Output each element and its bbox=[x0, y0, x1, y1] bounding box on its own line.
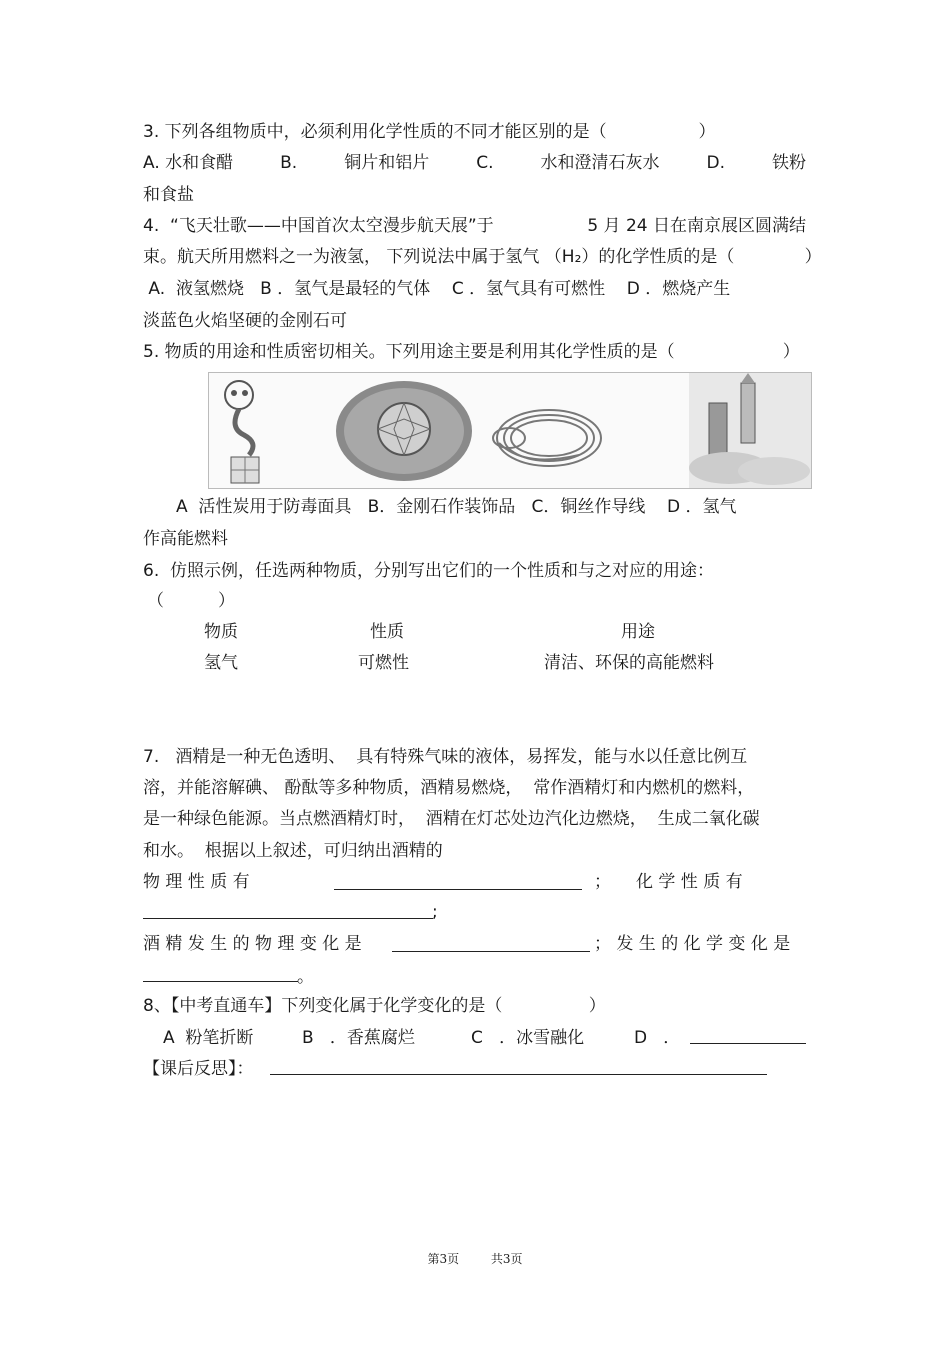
q8-option-b: B ．香蕉腐烂 bbox=[302, 1028, 415, 1048]
q7-chemical-property-blank[interactable] bbox=[143, 900, 433, 925]
q5-image-strip bbox=[208, 372, 812, 489]
q3-option-a: A. 水和食醋 bbox=[143, 153, 234, 173]
q3-option-b: 铜片和铝片 bbox=[344, 153, 430, 173]
q6-paren: （ ） bbox=[147, 591, 236, 611]
q6-header-substance: 物质 bbox=[204, 622, 238, 642]
q3-option-b-letter: B. bbox=[280, 153, 298, 173]
q6-example-property: 可燃性 bbox=[358, 653, 409, 673]
q7-line1: 7. 酒精是一种无色透明、 具有特殊气味的液体，易挥发，能与水以任意比例互 bbox=[143, 747, 748, 767]
q8-stem: 8、【中考直通车】下列变化属于化学变化的是（ ） bbox=[143, 996, 606, 1016]
q3-options bbox=[143, 152, 806, 174]
q3-option-c: 水和澄清石灰水 bbox=[540, 153, 660, 173]
page-number: 第3页 bbox=[427, 1252, 460, 1266]
q7-line3: 是一种绿色能源。当点燃酒精灯时， 酒精在灯芯处边汽化边燃烧， 生成二氧化碳 bbox=[143, 809, 760, 829]
page-total: 共3页 bbox=[490, 1252, 523, 1266]
q7-chemical-change-label: ； 发 生 的 化 学 变 化 是 bbox=[594, 934, 791, 954]
gas-mask-image bbox=[225, 381, 259, 483]
q6-example-use: 清洁、环保的高能燃料 bbox=[544, 653, 714, 673]
copper-wire-image bbox=[493, 410, 601, 466]
q7-semicolon: ； bbox=[594, 872, 611, 892]
q5-illustrations bbox=[209, 373, 811, 488]
rocket-launch-image bbox=[689, 373, 811, 488]
q4-line1-a: 4. “飞天壮歌——中国首次太空漫步航天展”于 bbox=[143, 216, 494, 236]
q4-line1 bbox=[143, 215, 806, 237]
q6-header-property: 性质 bbox=[370, 622, 404, 642]
q5-stem: 5. 物质的用途和性质密切相关。下列用途主要是利用其化学性质的是（ ） bbox=[143, 342, 800, 362]
q7-line4: 和水。 根据以上叙述，可归纳出酒精的 bbox=[143, 841, 443, 861]
q4-line4: 淡蓝色火焰坚硬的金刚石可 bbox=[143, 311, 347, 331]
q5-options: A 活性炭用于防毒面具 B．金刚石作装饰品 C．铜丝作导线 D ．氢气 bbox=[176, 497, 737, 517]
q7-chemical-change-blank[interactable] bbox=[143, 963, 298, 988]
q8-option-c: C ．冰雪融化 bbox=[471, 1028, 585, 1048]
q7-period: 。 bbox=[297, 967, 314, 987]
diamond-image bbox=[336, 381, 472, 481]
q6-stem: 6. 仿照示例，任选两种物质，分别写出它们的一个性质和与之对应的用途： bbox=[143, 561, 715, 581]
q7-physical-property-label: 物 理 性 质 有 bbox=[143, 872, 250, 892]
q7-physical-property-blank[interactable] bbox=[334, 871, 582, 896]
q4-options: A. 液氢燃烧 B ．氢气是最轻的气体 C ．氢气具有可燃性 D ．燃烧产生 bbox=[143, 279, 731, 299]
reflection-blank[interactable] bbox=[270, 1056, 767, 1081]
q7-physical-change-blank[interactable] bbox=[392, 933, 590, 958]
q4-line1-b: 5 月 24 日在南京展区圆满结 bbox=[587, 216, 806, 236]
q3-option-d: 铁粉 bbox=[772, 153, 806, 173]
reflection-label: 【课后反思】： bbox=[143, 1059, 254, 1079]
q5-continuation: 作高能燃料 bbox=[143, 529, 228, 549]
q7-physical-change-label: 酒 精 发 生 的 物 理 变 化 是 bbox=[143, 934, 362, 954]
q4-line2: 束。航天所用燃料之一为液氢， 下列说法中属于氢气 （H₂）的化学性质的是（ ） bbox=[143, 247, 822, 267]
q8-option-d: D ． bbox=[634, 1028, 681, 1048]
q3-option-d-letter: D. bbox=[706, 153, 725, 173]
q6-example-substance: 氢气 bbox=[204, 653, 238, 673]
q7-line2: 溶，并能溶解碘、 酚酞等多种物质，酒精易燃烧， 常作酒精灯和内燃机的燃料， bbox=[143, 778, 755, 798]
page-footer bbox=[0, 1250, 950, 1267]
q3-stem: 3. 下列各组物质中，必须利用化学性质的不同才能区别的是（ ） bbox=[143, 122, 716, 142]
q3-continuation: 和食盐 bbox=[143, 185, 194, 205]
q7-chemical-property-label: 化 学 性 质 有 bbox=[636, 872, 743, 892]
q6-header-use: 用途 bbox=[621, 622, 655, 642]
q8-option-d-blank[interactable] bbox=[690, 1025, 806, 1050]
q3-option-c-letter: C. bbox=[476, 153, 494, 173]
q7-semicolon-2: ; bbox=[432, 902, 438, 922]
q8-option-a: A 粉笔折断 bbox=[163, 1028, 254, 1048]
